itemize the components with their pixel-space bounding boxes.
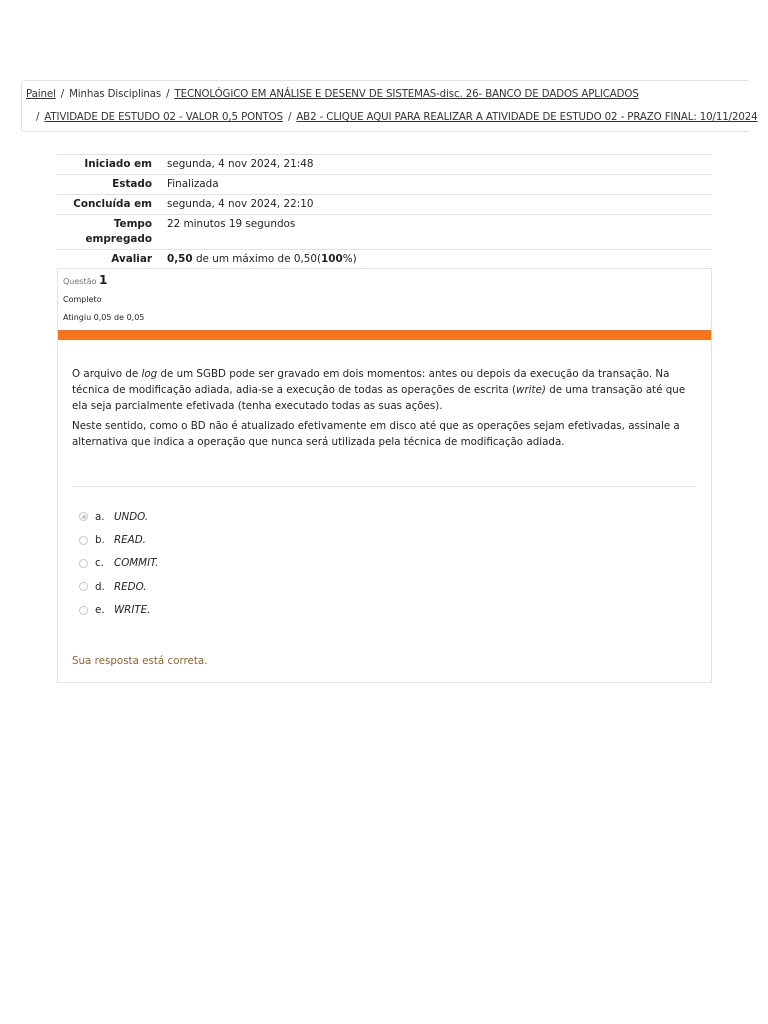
summary-label: Estado — [112, 178, 152, 190]
question-text-part: de um SGBD pode ser gravado em dois momentos: antes ou depois da execução da transação. Na técnica de modificação adiada, adia-se a execução de todas as operações de escrita ( — [72, 368, 670, 396]
answer-option-e[interactable] — [79, 599, 158, 622]
breadcrumb-item-minhas-disciplinas: Minhas Disciplinas — [69, 89, 162, 100]
answer-feedback: Sua resposta está correta. — [72, 655, 208, 667]
question-accent-bar — [58, 330, 711, 340]
attempt-summary-table — [57, 154, 712, 269]
question-text — [72, 366, 700, 454]
radio-button[interactable] — [79, 582, 88, 591]
summary-label: Concluída em — [73, 198, 152, 210]
grade-score: 0,50 — [167, 253, 193, 265]
summary-value: segunda, 4 nov 2024, 21:48 — [167, 158, 314, 170]
answer-letter: b. — [95, 534, 105, 547]
question-label: Questão — [63, 277, 97, 286]
answer-letter: e. — [95, 604, 105, 617]
summary-value: segunda, 4 nov 2024, 22:10 — [167, 198, 314, 210]
answer-option-d[interactable] — [79, 575, 158, 598]
breadcrumb-separator: / — [36, 112, 40, 123]
radio-button[interactable] — [79, 536, 88, 545]
summary-row-state — [57, 174, 712, 194]
breadcrumb-link-activity[interactable]: AB2 - CLIQUE AQUI PARA REALIZAR A ATIVIDADE DE ESTUDO 02 - PRAZO FINAL: 10/11/2024 — [296, 112, 758, 123]
answer-option-c[interactable] — [79, 552, 158, 575]
answer-text: WRITE. — [114, 604, 151, 617]
question-paragraph-1 — [72, 366, 700, 414]
question-text-part: de uma transação até que ela seja parcialmente efetivada (tenha executado todas as suas ações). — [72, 384, 686, 412]
breadcrumb-link-section[interactable]: ATIVIDADE DE ESTUDO 02 - VALOR 0,5 PONTOS — [44, 112, 283, 123]
answer-text: REDO. — [114, 580, 147, 593]
summary-row-time — [57, 214, 712, 249]
question-state: Completo — [63, 295, 102, 304]
radio-button[interactable] — [79, 606, 88, 615]
breadcrumb-link-course[interactable]: TECNOLÓGICO EM ANÁLISE E DESENV DE SISTEMAS-disc. 26- BANCO DE DADOS APLICADOS — [174, 89, 639, 100]
question-text-part: O arquivo de — [72, 368, 142, 380]
breadcrumb — [21, 80, 758, 132]
answer-text: UNDO. — [114, 510, 149, 523]
summary-value: 22 minutos 19 segundos — [167, 218, 296, 230]
answer-option-a[interactable] — [79, 505, 158, 528]
answer-letter: a. — [95, 510, 105, 523]
answer-letter: d. — [95, 580, 105, 593]
answer-text: READ. — [114, 534, 146, 547]
summary-row-started — [57, 154, 712, 174]
breadcrumb-line-1 — [26, 89, 639, 100]
radio-button[interactable] — [79, 559, 88, 568]
summary-label: Avaliar — [111, 253, 152, 265]
answer-options — [79, 505, 158, 622]
breadcrumb-line-2 — [31, 112, 758, 123]
summary-label — [57, 215, 162, 249]
radio-button-checked[interactable] — [79, 512, 88, 521]
answer-option-b[interactable] — [79, 528, 158, 551]
summary-label-line-1: Tempo — [113, 218, 152, 230]
summary-value-grade — [162, 250, 357, 269]
breadcrumb-separator: / — [60, 89, 65, 100]
question-info — [63, 273, 144, 322]
question-number — [63, 273, 144, 287]
question-card — [57, 268, 712, 683]
question-grade: Atingiu 0,05 de 0,05 — [63, 313, 145, 322]
divider — [72, 486, 696, 487]
summary-row-grade — [57, 249, 712, 269]
breadcrumb-separator: / — [287, 112, 292, 123]
summary-row-completed — [57, 194, 712, 214]
question-text-italic: write) — [516, 384, 546, 396]
question-number-value: 1 — [98, 273, 108, 287]
grade-text: de um máximo de 0,50( — [192, 253, 322, 265]
summary-value: Finalizada — [167, 178, 219, 190]
breadcrumb-link-painel[interactable]: Painel — [26, 89, 56, 100]
answer-text: COMMIT. — [114, 557, 159, 570]
question-paragraph-2: Neste sentido, como o BD não é atualizado efetivamente em disco até que as operações sejam efetivadas, assinale a alternativa que indica a operação que nunca será utilizada pela técnica de modificação adiada. — [72, 420, 680, 448]
question-text-italic: log — [141, 368, 158, 380]
answer-letter: c. — [95, 557, 104, 570]
grade-text-end: %) — [342, 253, 357, 265]
summary-label: Iniciado em — [84, 158, 152, 170]
breadcrumb-separator: / — [166, 89, 170, 100]
summary-label-line-2: empregado — [85, 233, 152, 245]
grade-percent: 100 — [321, 253, 343, 265]
